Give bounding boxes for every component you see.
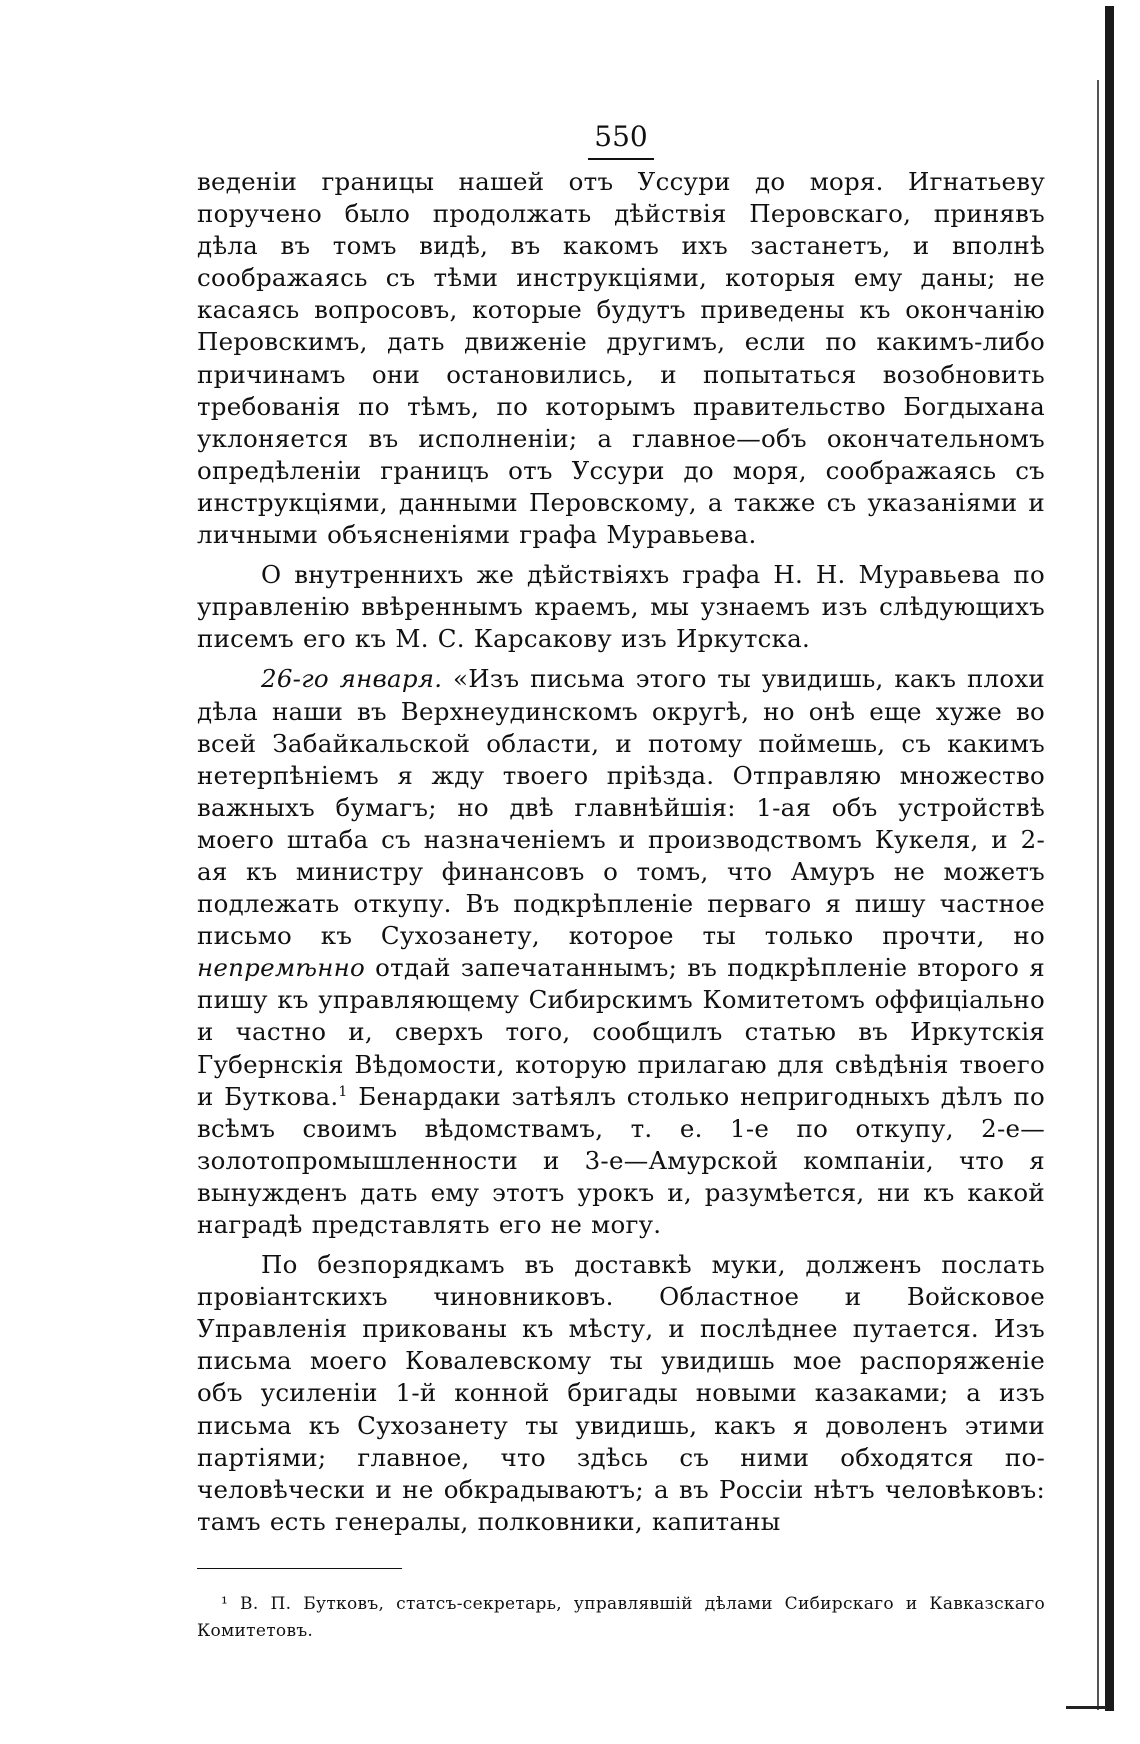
document-page <box>197 118 1045 1645</box>
paragraph-intro: О внутреннихъ же дѣйствіяхъ графа Н. Н. Муравьева по управленію ввѣреннымъ краемъ, мы узнаемъ изъ слѣдующихъ писемъ его къ М. С. Карсакову изъ Иркутска. <box>197 560 1045 654</box>
footnote-separator <box>197 1568 402 1569</box>
paragraph-letter <box>197 663 1045 1241</box>
paragraph-last: По безпорядкамъ въ доставкѣ муки, долженъ послать провіантскихъ чиновниковъ. Областное и Войсковое Управленія прикованы къ мѣсту, и послѣднее путается. Изъ письма моего Ковалевскому ты увидишь мое распоряженіе объ усиленіи 1-й конной бригады новыми казаками; а изъ письма къ Сухозанету ты увидишь, какъ я доволенъ этими партіями; главное, что здѣсь съ ними обходятся по-человѣчески и не обкрадываютъ; а въ Россіи нѣтъ человѣковъ: тамъ есть генералы, полковники, капитаны <box>197 1250 1045 1536</box>
page-number <box>197 118 1045 160</box>
letter-text-3: Бенардаки затѣялъ столько непригодныхъ дѣлъ по всѣмъ своимъ вѣдомствамъ, т. е. 1-е по откупу, 2-е—золотопромышленности и 3-е—Амурской компаніи, что я вынужденъ дать ему этотъ урокъ и, разумѣется, ни къ какой наградѣ представлять его не могу. <box>197 1081 1046 1239</box>
page-edge-bar <box>1105 6 1114 1711</box>
page-number-text: 550 <box>588 118 653 160</box>
footnote-text: В. П. Бутковъ, статсъ-секретарь, управлявшій дѣлами Сибирскаго и Кавказскаго Комитетовъ. <box>197 1593 1045 1641</box>
body-text <box>197 166 1045 1538</box>
letter-emphasis: непремѣнно <box>197 953 366 983</box>
page-edge-shadow <box>1097 80 1099 1710</box>
letter-text-1: «Изъ письма этого ты увидишь, какъ плохи дѣла наши въ Верхнеудинскомъ округѣ, но онѣ еще хуже во всей Забайкальской области, и потому поймешь, съ какимъ нетерпѣніемъ я жду твоего пріѣзда. Отправляю множество важныхъ бумагъ; но двѣ главнѣйшія: 1-ая объ устройствѣ моего штаба съ назначеніемъ и производствомъ Кукеля, и 2-ая къ министру финансовъ о томъ, что Амуръ не можетъ подлежать откупу. Въ подкрѣпленіе перваго я пишу частное письмо къ Сухозанету, которое ты только прочти, но <box>197 664 1045 951</box>
letter-text-2: отдай запечатаннымъ; въ подкрѣпленіе второго я пишу къ управляющему Сибирскимъ Комитетомъ оффиціально и частно и, сверхъ того, сообщилъ статью въ Иркутскія Губернскія Вѣдомости, которую прилагаю для свѣдѣнія твоего и Буткова. <box>197 953 1045 1111</box>
letter-date: 26-го января. <box>261 664 443 694</box>
page-edge-mark <box>1066 1706 1106 1709</box>
footnote-ref: 1 <box>338 1083 348 1100</box>
footnote <box>197 1591 1045 1645</box>
footnote-marker: ¹ <box>221 1593 229 1614</box>
paragraph-continuation: веденіи границы нашей отъ Уссури до моря. Игнатьеву поручено было продолжать дѣйствія Перовскаго, принявъ дѣла въ томъ видѣ, въ какомъ ихъ застанетъ, и вполнѣ соображаясь съ тѣми инструкціями, которыя ему даны; не касаясь вопросовъ, которые будутъ приведены къ окончанію Перовскимъ, дать движеніе другимъ, если по какимъ-либо причинамъ они остановились, и попытаться возобновить требованія по тѣмъ, по которымъ правительство Богдыхана уклоняется въ исполненіи; а главное—объ окончательномъ опредѣленіи границъ отъ Уссури до моря, соображаясь съ инструкціями, данными Перовскому, а также съ указаніями и личными объясненіями графа Муравьева. <box>197 167 1045 550</box>
